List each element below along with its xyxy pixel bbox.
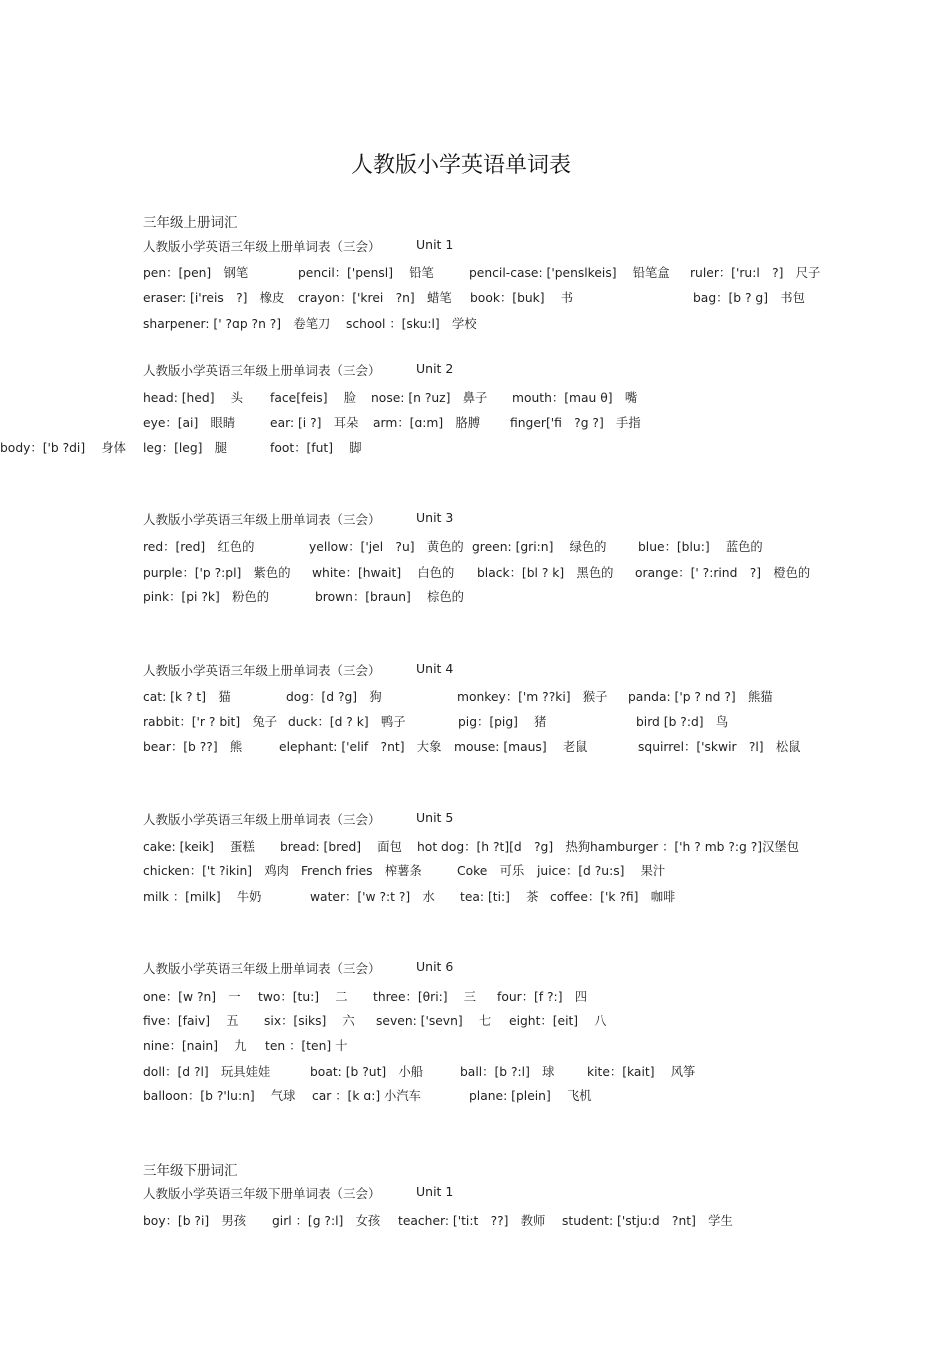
vocab-entry: one：[w ?n] 一 [143,990,241,1004]
vocab-entry: elephant: ['elif ?nt] 大象 [279,740,442,754]
unit-number: Unit 5 [416,810,454,825]
unit-book-label: 人教版小学英语三年级上册单词表（三会） [143,363,381,378]
vocab-entry: hamburger ：['h ? mb ?:g ?]汉堡包 [590,840,799,854]
vocab-entry: bird [b ?:d] 鸟 [636,715,729,729]
vocab-entry: purple：['p ?:pl] 紫色的 [143,566,291,580]
vocab-row [0,438,950,454]
vocab-entry: blue：[blu:] 蓝色的 [638,540,763,554]
vocab-entry: arm：[ɑ:m] 胳膊 [373,416,481,430]
vocab-entry: milk ：[milk] 牛奶 [143,890,262,904]
vocab-entry: monkey：['m ??ki] 猴子 [457,690,608,704]
unit-book-label: 人教版小学英语三年级上册单词表（三会） [143,812,381,827]
vocab-entry: nine：[nain] 九 [143,1039,247,1053]
vocab-row [0,1062,950,1078]
vocab-entry: pencil：['pensl] 铅笔 [298,266,434,280]
vocab-entry: balloon：[b ?'lu:n] 气球 [143,1089,296,1103]
vocab-entry: boy：[b ?i] 男孩 [143,1214,247,1228]
vocab-entry: green: [gri:n] 绿色的 [472,540,607,554]
vocab-entry: Coke 可乐 [457,864,525,878]
unit-number: Unit 6 [416,959,454,974]
vocab-entry: doll：[d ?l] 玩具娃娃 [143,1065,271,1079]
vocab-entry: tea: [ti:] 茶 [460,890,539,904]
vocab-entry: white：[hwait] 白色的 [312,566,455,580]
vocab-entry: boat: [b ?ut] 小船 [310,1065,424,1079]
vocab-entry: head: [hed] 头 [143,391,244,405]
unit-heading [143,510,454,528]
vocab-entry: panda: ['p ? nd ?] 熊猫 [628,690,773,704]
vocab-row [0,263,950,279]
vocab-entry: eraser: [i'reis ?] 橡皮 [143,291,285,305]
vocab-entry: mouse: [maus] 老鼠 [454,740,588,754]
vocab-row [0,687,950,703]
vocab-row [0,413,950,429]
vocab-entry: bear：[b ??] 熊 [143,740,243,754]
vocab-entry: squirrel：['skwir ?l] 松鼠 [638,740,801,754]
vocab-row [0,737,950,753]
vocab-entry: foot：[fut] 脚 [270,441,362,455]
vocab-entry: ball：[b ?:l] 球 [460,1065,555,1079]
vocab-entry: French fries 榨薯条 [301,864,422,878]
vocab-entry: cake: [keik] 蛋糕 [143,840,255,854]
vocab-row [0,563,950,579]
grade-heading-g3b: 三年级下册词汇 [143,1163,238,1179]
vocab-entry: black：[bl ? k] 黑色的 [477,566,614,580]
vocab-entry: face[feis] 脸 [270,391,357,405]
vocab-row [0,887,950,903]
vocab-entry: bread: [bred] 面包 [280,840,402,854]
vocab-entry: two：[tu:] 二 [258,990,348,1004]
unit-number: Unit 1 [416,237,454,252]
unit-heading [143,361,454,379]
vocab-entry: leg：[leg] 腿 [143,441,228,455]
vocab-entry: crayon：['krei ?n] 蜡笔 [298,291,452,305]
vocab-entry: yellow：['jel ?u] 黄色的 [309,540,464,554]
vocab-entry: six：[siks] 六 [264,1014,355,1028]
vocab-entry: seven: ['sevn] 七 [376,1014,492,1028]
unit-book-label: 人教版小学英语三年级上册单词表（三会） [143,961,381,976]
vocab-entry: ear: [i ?] 耳朵 [270,416,359,430]
vocab-entry: plane: [plein] 飞机 [469,1089,592,1103]
vocab-entry: finger['fi ?g ?] 手指 [510,416,641,430]
vocab-entry: red：[red] 红色的 [143,540,255,554]
vocab-row [0,861,950,877]
vocab-entry: cat: [k ? t] 猫 [143,690,231,704]
vocab-entry: five：[faiv] 五 [143,1014,239,1028]
vocab-row [0,712,950,728]
vocab-entry: chicken：['t ?ikin] 鸡肉 [143,864,289,878]
vocab-row [0,837,950,853]
unit-heading [143,1184,454,1202]
vocab-row [0,587,950,603]
vocab-entry: bag：[b ? g] 书包 [693,291,805,305]
vocab-entry: nose: [n ?uz] 鼻子 [371,391,488,405]
vocab-row [0,1211,950,1227]
unit-book-label: 人教版小学英语三年级上册单词表（三会） [143,512,381,527]
vocab-entry: brown：[braun] 棕色的 [315,590,464,604]
vocab-entry: four：[f ?:] 四 [497,990,588,1004]
unit-book-label: 人教版小学英语三年级下册单词表（三会） [143,1186,381,1201]
vocab-entry: hot dog：[h ?t][d ?g] 热狗 [417,840,591,854]
vocab-entry: pencil-case: ['penslkeis] 铅笔盒 [469,266,670,280]
grade-heading-g3a: 三年级上册词汇 [143,215,238,231]
unit-book-label: 人教版小学英语三年级上册单词表（三会） [143,663,381,678]
unit-number: Unit 3 [416,510,454,525]
vocab-row [0,388,950,404]
vocab-row [0,987,950,1003]
vocab-entry: dog：[d ?g] 狗 [286,690,382,704]
vocab-entry: girl ：[g ?:l] 女孩 [272,1214,381,1228]
unit-number: Unit 1 [416,1184,454,1199]
vocab-entry: orange：[' ?:rind ?] 橙色的 [635,566,811,580]
vocab-row [0,288,950,304]
vocab-entry: pig：[pig] 猪 [458,715,547,729]
vocab-entry: pen：[pen] 钢笔 [143,266,249,280]
vocab-entry: duck：[d ? k] 鸭子 [288,715,406,729]
vocab-entry: eye：[ai] 眼睛 [143,416,236,430]
vocab-row [0,537,950,553]
vocab-entry: ten ：[ten] 十 [265,1039,348,1053]
document-title: 人教版小学英语单词表 [350,153,571,178]
vocab-entry: mouth：[mau θ] 嘴 [512,391,638,405]
vocab-entry: kite：[kait] 风筝 [587,1065,696,1079]
unit-number: Unit 4 [416,661,454,676]
vocab-row [0,1011,950,1027]
vocab-entry: juice：[d ?u:s] 果汁 [537,864,666,878]
vocab-entry: student: ['stju:d ?nt] 学生 [562,1214,733,1228]
vocab-entry: teacher: ['ti:t ??] 教师 [398,1214,546,1228]
unit-heading [143,810,454,828]
unit-number: Unit 2 [416,361,454,376]
unit-heading [143,959,454,977]
unit-book-label: 人教版小学英语三年级上册单词表（三会） [143,239,381,254]
unit-heading [143,661,454,679]
vocab-row [0,1036,950,1052]
vocab-entry: pink：[pi ?k] 粉色的 [143,590,269,604]
vocab-row [0,314,950,330]
vocab-entry: car ：[k ɑ:] 小汽车 [312,1089,421,1103]
vocab-entry: ruler：['ru:l ?] 尺子 [690,266,821,280]
vocab-row [0,1086,950,1102]
vocab-entry: school ：[sku:l] 学校 [346,317,477,331]
vocab-entry: body：['b ?di] 身体 [0,441,126,455]
vocab-entry: sharpener: [' ?ɑp ?n ?] 卷笔刀 [143,317,331,331]
vocab-entry: coffee：['k ?fi] 咖啡 [550,890,676,904]
vocab-entry: water：['w ?:t ?] 水 [310,890,435,904]
vocab-entry: eight：[eit] 八 [509,1014,607,1028]
vocab-entry: book：[buk] 书 [470,291,574,305]
unit-heading [143,237,454,255]
vocab-entry: three：[θri:] 三 [373,990,477,1004]
vocab-entry: rabbit：['r ? bit] 兔子 [143,715,278,729]
